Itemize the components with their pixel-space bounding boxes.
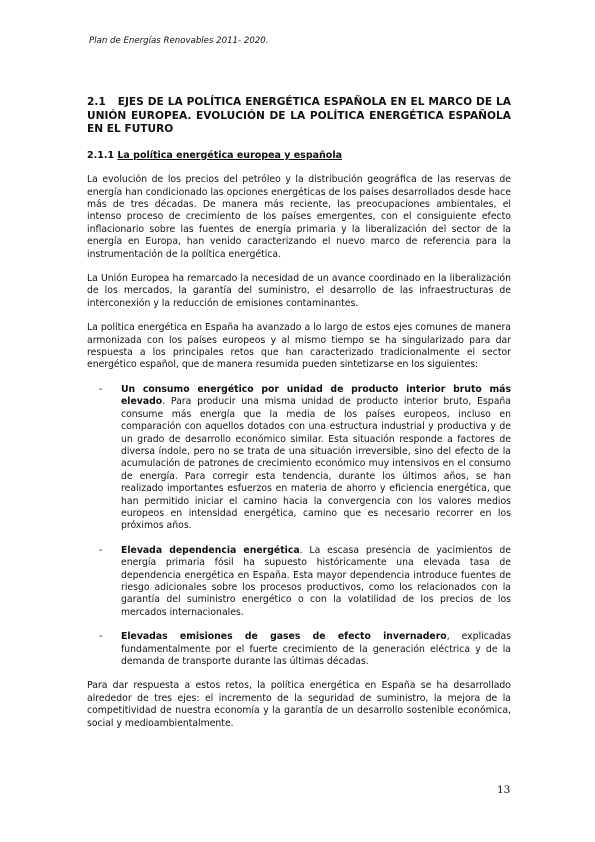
document-body — [87, 96, 511, 742]
list-item-lead: Elevada dependencia energética — [121, 544, 300, 556]
closing-paragraph: Para dar respuesta a estos retos, la política energética en España se ha desarrollado alrededor de tres ejes: el incremento de la seguridad de suministro, la mejora de la competitividad de nuestra economía y la garantía de un desarrollo sostenible económica, social y medioambientalmente. — [87, 680, 511, 729]
challenges-list — [87, 384, 511, 669]
list-item-text: . La escasa presencia de yacimientos de energía primaria fósil ha supuesto históricamente una elevada tasa de dependencia energética en España. Esta mayor dependencia introduce fuentes de riesgo adicionales sobre los procesos productivos, como los relacionados con la garantía del suministro energético o con la volatilidad de los precios de los mercados internacionales. — [121, 544, 511, 618]
subsection-heading — [87, 150, 511, 162]
list-item — [87, 545, 511, 619]
running-header: Plan de Energías Renovables 2011- 2020. — [89, 36, 269, 46]
subsection-title: La política energética europea y española — [117, 149, 343, 161]
page-number: 13 — [497, 784, 511, 796]
paragraph: La evolución de los precios del petróleo y la distribución geográfica de las reservas de energía han condicionado las opciones energéticas de los países desarrollados desde hace más de tres décadas. De manera más reciente, las preocupaciones ambientales, el intenso proceso de crecimiento de los países emergentes, con el consiguiente efecto inflacionario sobre las fuentes de energía primaria y la liberalización del sector de la energía en Europa, han venido caracterizando el nuevo marco de referencia para la instrumentación de la política energética. — [87, 174, 511, 260]
list-item — [87, 384, 511, 533]
section-number: 2.1 — [87, 96, 106, 108]
section-title: EJES DE LA POLÍTICA ENERGÉTICA ESPAÑOLA EN EL MARCO DE LA UNIÓN EUROPEA. EVOLUCIÓN DE LA POLÍTICA ENERGÉTICA ESPAÑOLA EN EL FUTURO — [87, 96, 511, 136]
list-dash: - — [99, 383, 103, 395]
list-item-lead: Elevadas emisiones de gases de efecto invernadero — [121, 631, 447, 643]
list-item-lead: Un consumo energético por unidad de producto interior bruto más elevado — [121, 383, 511, 408]
paragraph: La política energética en España ha avanzado a lo largo de estos ejes comunes de manera armonizada con los países europeos y al mismo tiempo se ha singularizado para dar respuesta a los principales retos que han caracterizado tradicionalmente el sector energético español, que de manera resumida pueden sintetizarse en los siguientes: — [87, 322, 511, 371]
list-item-text: . Para producir una misma unidad de producto interior bruto, España consume más energía que la media de los países europeos, incluso en comparación con aquellos dotados con una estructura industrial y productiva y de un grado de desarrollo económico similar. Esta situación responde a factores de diversa índole, pero no se trata de una situación irreversible, sino del efecto de la acumulación de patrones de crecimiento económico muy intensivos en el consumo de energía. Para corregir esta tendencia, durante los últimos años, se han realizado importantes esfuerzos en materia de ahorro y eficiencia energética, que han permitido iniciar el camino hacia la convergencia con los valores medios europeos en intensidad energética, camino que es necesario recorrer en los próximos años. — [121, 396, 511, 532]
section-heading — [87, 96, 511, 137]
list-dash: - — [99, 631, 103, 643]
subsection-number: 2.1.1 — [87, 149, 115, 161]
list-item-text: , explicadas fundamentalmente por el fuerte crecimiento de la generación eléctrica y de la demanda de transporte durante las últimas décadas. — [121, 631, 511, 667]
list-item — [87, 631, 511, 668]
list-dash: - — [99, 544, 103, 556]
paragraph: La Unión Europea ha remarcado la necesidad de un avance coordinado en la liberalización de los mercados, la garantía del suministro, el desarrollo de las infraestructuras de interconexión y la reducción de emisiones contaminantes. — [87, 273, 511, 309]
